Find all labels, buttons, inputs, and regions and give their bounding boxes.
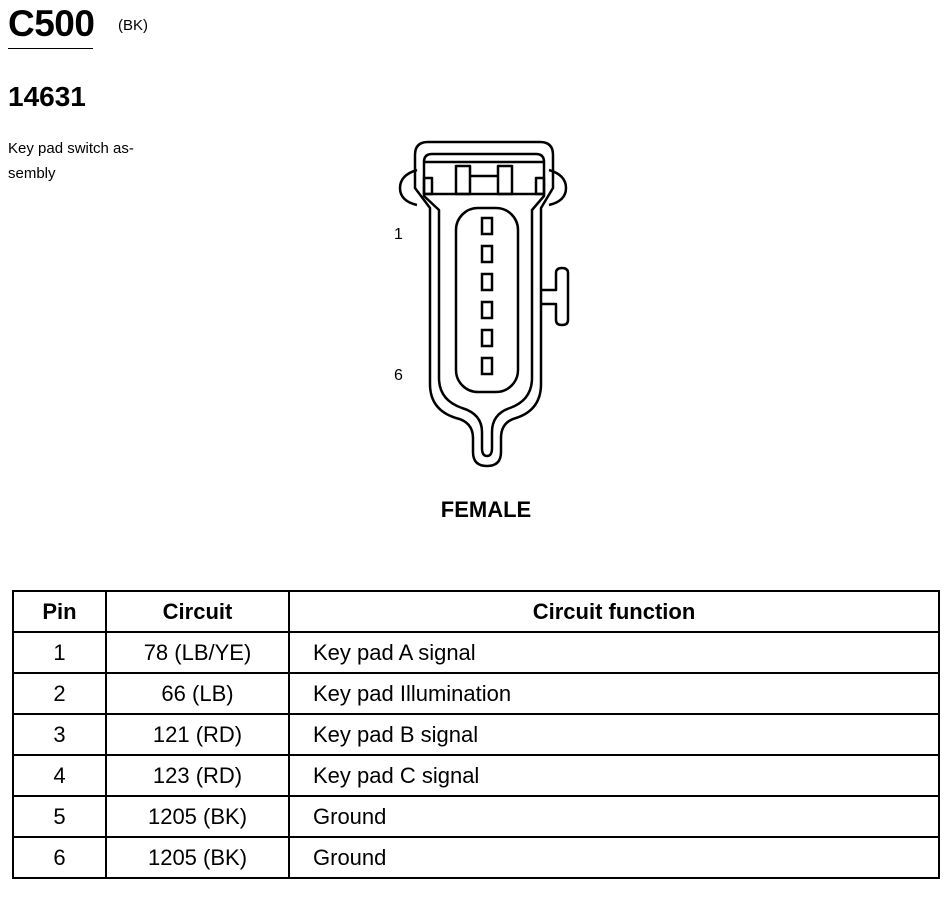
- circuit-function-cell: Key pad A signal: [289, 632, 939, 673]
- circuit-cell: 123 (RD): [106, 755, 289, 796]
- pin-cell: 2: [13, 673, 106, 714]
- column-header-circuit-function: Circuit function: [289, 591, 939, 632]
- pin-cavity-1: [482, 218, 492, 234]
- connector-lock-bar: [424, 162, 544, 194]
- table-row: [13, 632, 939, 673]
- connector-latch-tab: [541, 268, 568, 325]
- circuit-function-cell: Ground: [289, 796, 939, 837]
- column-header-pin: Pin: [13, 591, 106, 632]
- circuit-cell: 1205 (BK): [106, 796, 289, 837]
- pin-cell: 1: [13, 632, 106, 673]
- table-row: [13, 796, 939, 837]
- pin-table-header-row: [13, 591, 939, 632]
- connector-cavity-island: [456, 208, 518, 392]
- circuit-cell: 1205 (BK): [106, 837, 289, 878]
- connector-rib-center-left: [456, 166, 470, 194]
- pin-table: [12, 590, 940, 879]
- pin-cavity-5: [482, 330, 492, 346]
- pin-cavity-6: [482, 358, 492, 374]
- connector-face-diagram: [398, 138, 578, 473]
- connector-gender-label: FEMALE: [440, 497, 532, 522]
- table-row: [13, 714, 939, 755]
- connector-rib-center-right: [498, 166, 512, 194]
- table-row: [13, 755, 939, 796]
- pin-cavity-2: [482, 246, 492, 262]
- column-header-circuit: Circuit: [106, 591, 289, 632]
- circuit-function-cell: Key pad Illumination: [289, 673, 939, 714]
- title-underline: [8, 48, 93, 49]
- part-description: Key pad switch as- sembly: [8, 140, 134, 182]
- pin-cell: 4: [13, 755, 106, 796]
- circuit-function-cell: Ground: [289, 837, 939, 878]
- circuit-cell: 66 (LB): [106, 673, 289, 714]
- connector-rib-right: [536, 178, 544, 194]
- pin-label-last: 6: [394, 367, 403, 384]
- pin-label-first: 1: [394, 226, 403, 243]
- circuit-function-cell: Key pad B signal: [289, 714, 939, 755]
- circuit-cell: 121 (RD): [106, 714, 289, 755]
- part-number: 14631: [8, 81, 86, 112]
- pin-cavity-3: [482, 274, 492, 290]
- connector-color: (BK): [118, 17, 148, 34]
- pin-cavity-4: [482, 302, 492, 318]
- connector-id: C500: [8, 3, 95, 44]
- table-row: [13, 837, 939, 878]
- connector-rib-left: [424, 178, 432, 194]
- pin-cell: 6: [13, 837, 106, 878]
- table-row: [13, 673, 939, 714]
- circuit-cell: 78 (LB/YE): [106, 632, 289, 673]
- pin-cell: 5: [13, 796, 106, 837]
- connector-right-lug: [549, 170, 566, 205]
- circuit-function-cell: Key pad C signal: [289, 755, 939, 796]
- pin-cell: 3: [13, 714, 106, 755]
